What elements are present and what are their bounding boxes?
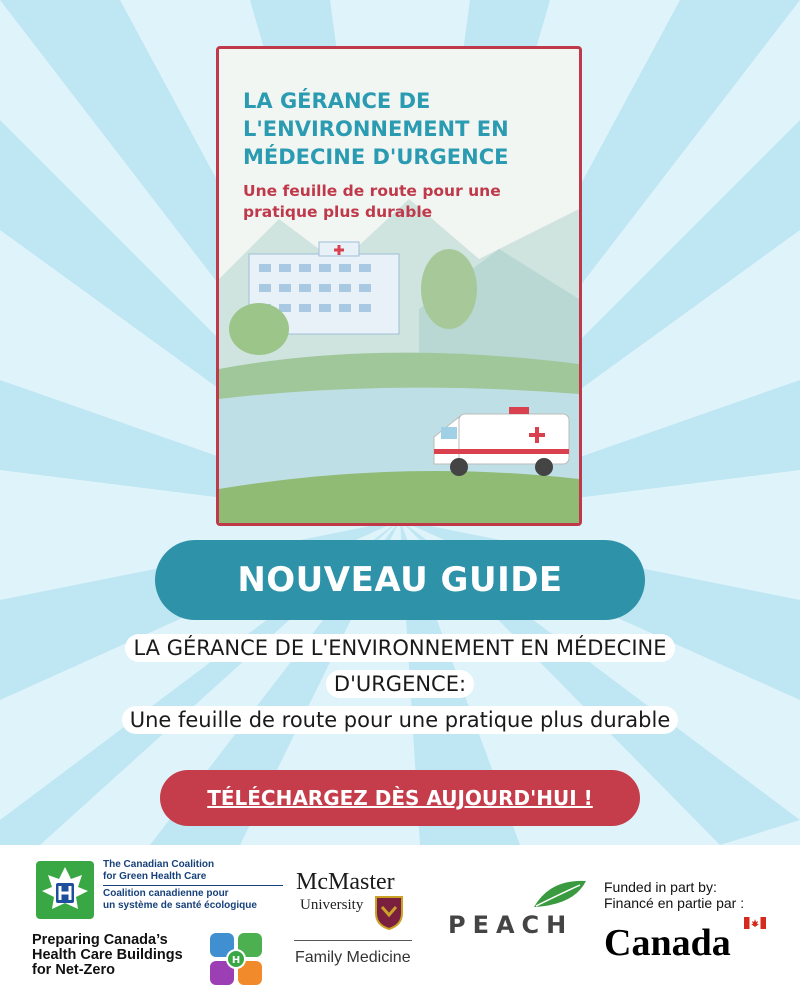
guide-cover (216, 46, 582, 526)
peach-leaf-icon (530, 877, 590, 911)
preparing-canada-text: Preparing Canada’s Health Care Buildings for Net-Zero (32, 932, 183, 978)
mcmaster-crest-icon (374, 895, 404, 931)
ccghc-logo-icon (36, 861, 94, 919)
ccghc-name: The Canadian Coalition for Green Health Care Coalition canadienne pour un système de santé écologique (103, 859, 283, 912)
net-zero-logo-icon (208, 931, 264, 987)
description-line-3: Une feuille de route pour une pratique plus durable (0, 702, 800, 738)
mcmaster-name: McMaster (296, 869, 395, 895)
mcmaster-department: Family Medicine (295, 949, 411, 966)
svg-text:H: H (231, 955, 241, 966)
partner-footer (0, 845, 800, 1000)
divider (294, 940, 412, 941)
cover-subtitle: Une feuille de route pour une pratique plus durable (243, 182, 501, 221)
canada-flag-icon (744, 917, 766, 929)
cover-title: LA GÉRANCE DE L'ENVIRONNEMENT EN MÉDECINE D'URGENCE (243, 89, 509, 169)
description-line-1: LA GÉRANCE DE L'ENVIRONNEMENT EN MÉDECINE (0, 630, 800, 666)
new-guide-banner: NOUVEAU GUIDE (155, 540, 645, 620)
download-button[interactable]: TÉLÉCHARGEZ DÈS AUJOURD'HUI ! (160, 770, 640, 826)
mcmaster-university: University (300, 897, 364, 913)
divider (103, 885, 283, 886)
description-line-2: D'URGENCE: (0, 666, 800, 702)
funded-by-text: Funded in part by: Financé en partie par : (604, 879, 745, 911)
peach-logo: PEACH (448, 911, 574, 939)
canada-wordmark: Canada (604, 922, 731, 964)
